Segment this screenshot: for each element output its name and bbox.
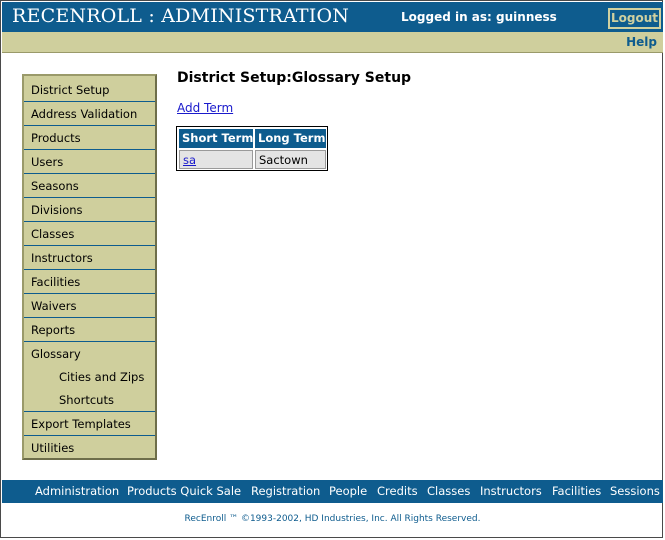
help-link[interactable]: Help bbox=[626, 35, 657, 49]
nav-facilities[interactable]: Facilities bbox=[552, 484, 602, 498]
sidebar-subitem-shortcuts[interactable]: Shortcuts bbox=[24, 388, 155, 412]
logout-button[interactable]: Logout bbox=[608, 8, 661, 29]
add-term-link[interactable]: Add Term bbox=[177, 101, 234, 115]
short-term-link[interactable]: sa bbox=[183, 153, 197, 167]
column-header-long-term: Long Term bbox=[255, 129, 326, 148]
copyright-text: RecEnroll ™ ©1993-2002, HD Industries, Inc. All Rights Reserved. bbox=[184, 514, 481, 524]
sidebar-item-divisions[interactable]: Divisions bbox=[24, 198, 155, 222]
nav-people[interactable]: People bbox=[329, 484, 368, 498]
sidebar-item-products[interactable]: Products bbox=[24, 126, 155, 150]
sidebar-item-district-setup[interactable]: District Setup bbox=[24, 78, 155, 102]
nav-classes[interactable]: Classes bbox=[427, 484, 471, 498]
sidebar-item-utilities[interactable]: Utilities bbox=[31, 441, 75, 455]
nav-instructors[interactable]: Instructors bbox=[480, 484, 542, 498]
column-header-short-term: Short Term bbox=[179, 129, 253, 148]
glossary-table bbox=[176, 126, 328, 171]
sidebar-item-address-validation[interactable]: Address Validation bbox=[24, 102, 155, 126]
table-row-long-cell: Sactown bbox=[255, 150, 326, 169]
page-title: District Setup:Glossary Setup bbox=[177, 70, 412, 86]
table-row-short-cell bbox=[179, 150, 253, 169]
nav-administration[interactable]: Administration bbox=[35, 484, 120, 498]
sidebar-item-facilities[interactable]: Facilities bbox=[24, 270, 155, 294]
sidebar-subitem-cities-and-zips[interactable]: Cities and Zips bbox=[59, 370, 145, 384]
logged-in-status: Logged in as: guinness bbox=[401, 10, 557, 24]
sidebar-item-users[interactable]: Users bbox=[24, 150, 155, 174]
sidebar-item-export-templates[interactable]: Export Templates bbox=[24, 412, 155, 436]
nav-products-quick-sale[interactable]: Products Quick Sale bbox=[127, 484, 242, 498]
help-bar bbox=[2, 32, 663, 53]
sidebar-menu bbox=[22, 74, 157, 460]
sidebar-item-instructors[interactable]: Instructors bbox=[24, 246, 155, 270]
sidebar-item-seasons[interactable]: Seasons bbox=[24, 174, 155, 198]
top-bar bbox=[2, 2, 663, 32]
sidebar-item-reports[interactable]: Reports bbox=[24, 318, 155, 342]
app-title: RECENROLL : ADMINISTRATION bbox=[12, 5, 350, 27]
sidebar-item-waivers[interactable]: Waivers bbox=[24, 294, 155, 318]
nav-credits[interactable]: Credits bbox=[377, 484, 418, 498]
nav-registration[interactable]: Registration bbox=[251, 484, 321, 498]
sidebar-item-glossary[interactable]: Glossary bbox=[31, 347, 81, 361]
bottom-nav bbox=[2, 480, 663, 503]
nav-sessions[interactable]: Sessions bbox=[610, 484, 660, 498]
sidebar-item-classes[interactable]: Classes bbox=[24, 222, 155, 246]
